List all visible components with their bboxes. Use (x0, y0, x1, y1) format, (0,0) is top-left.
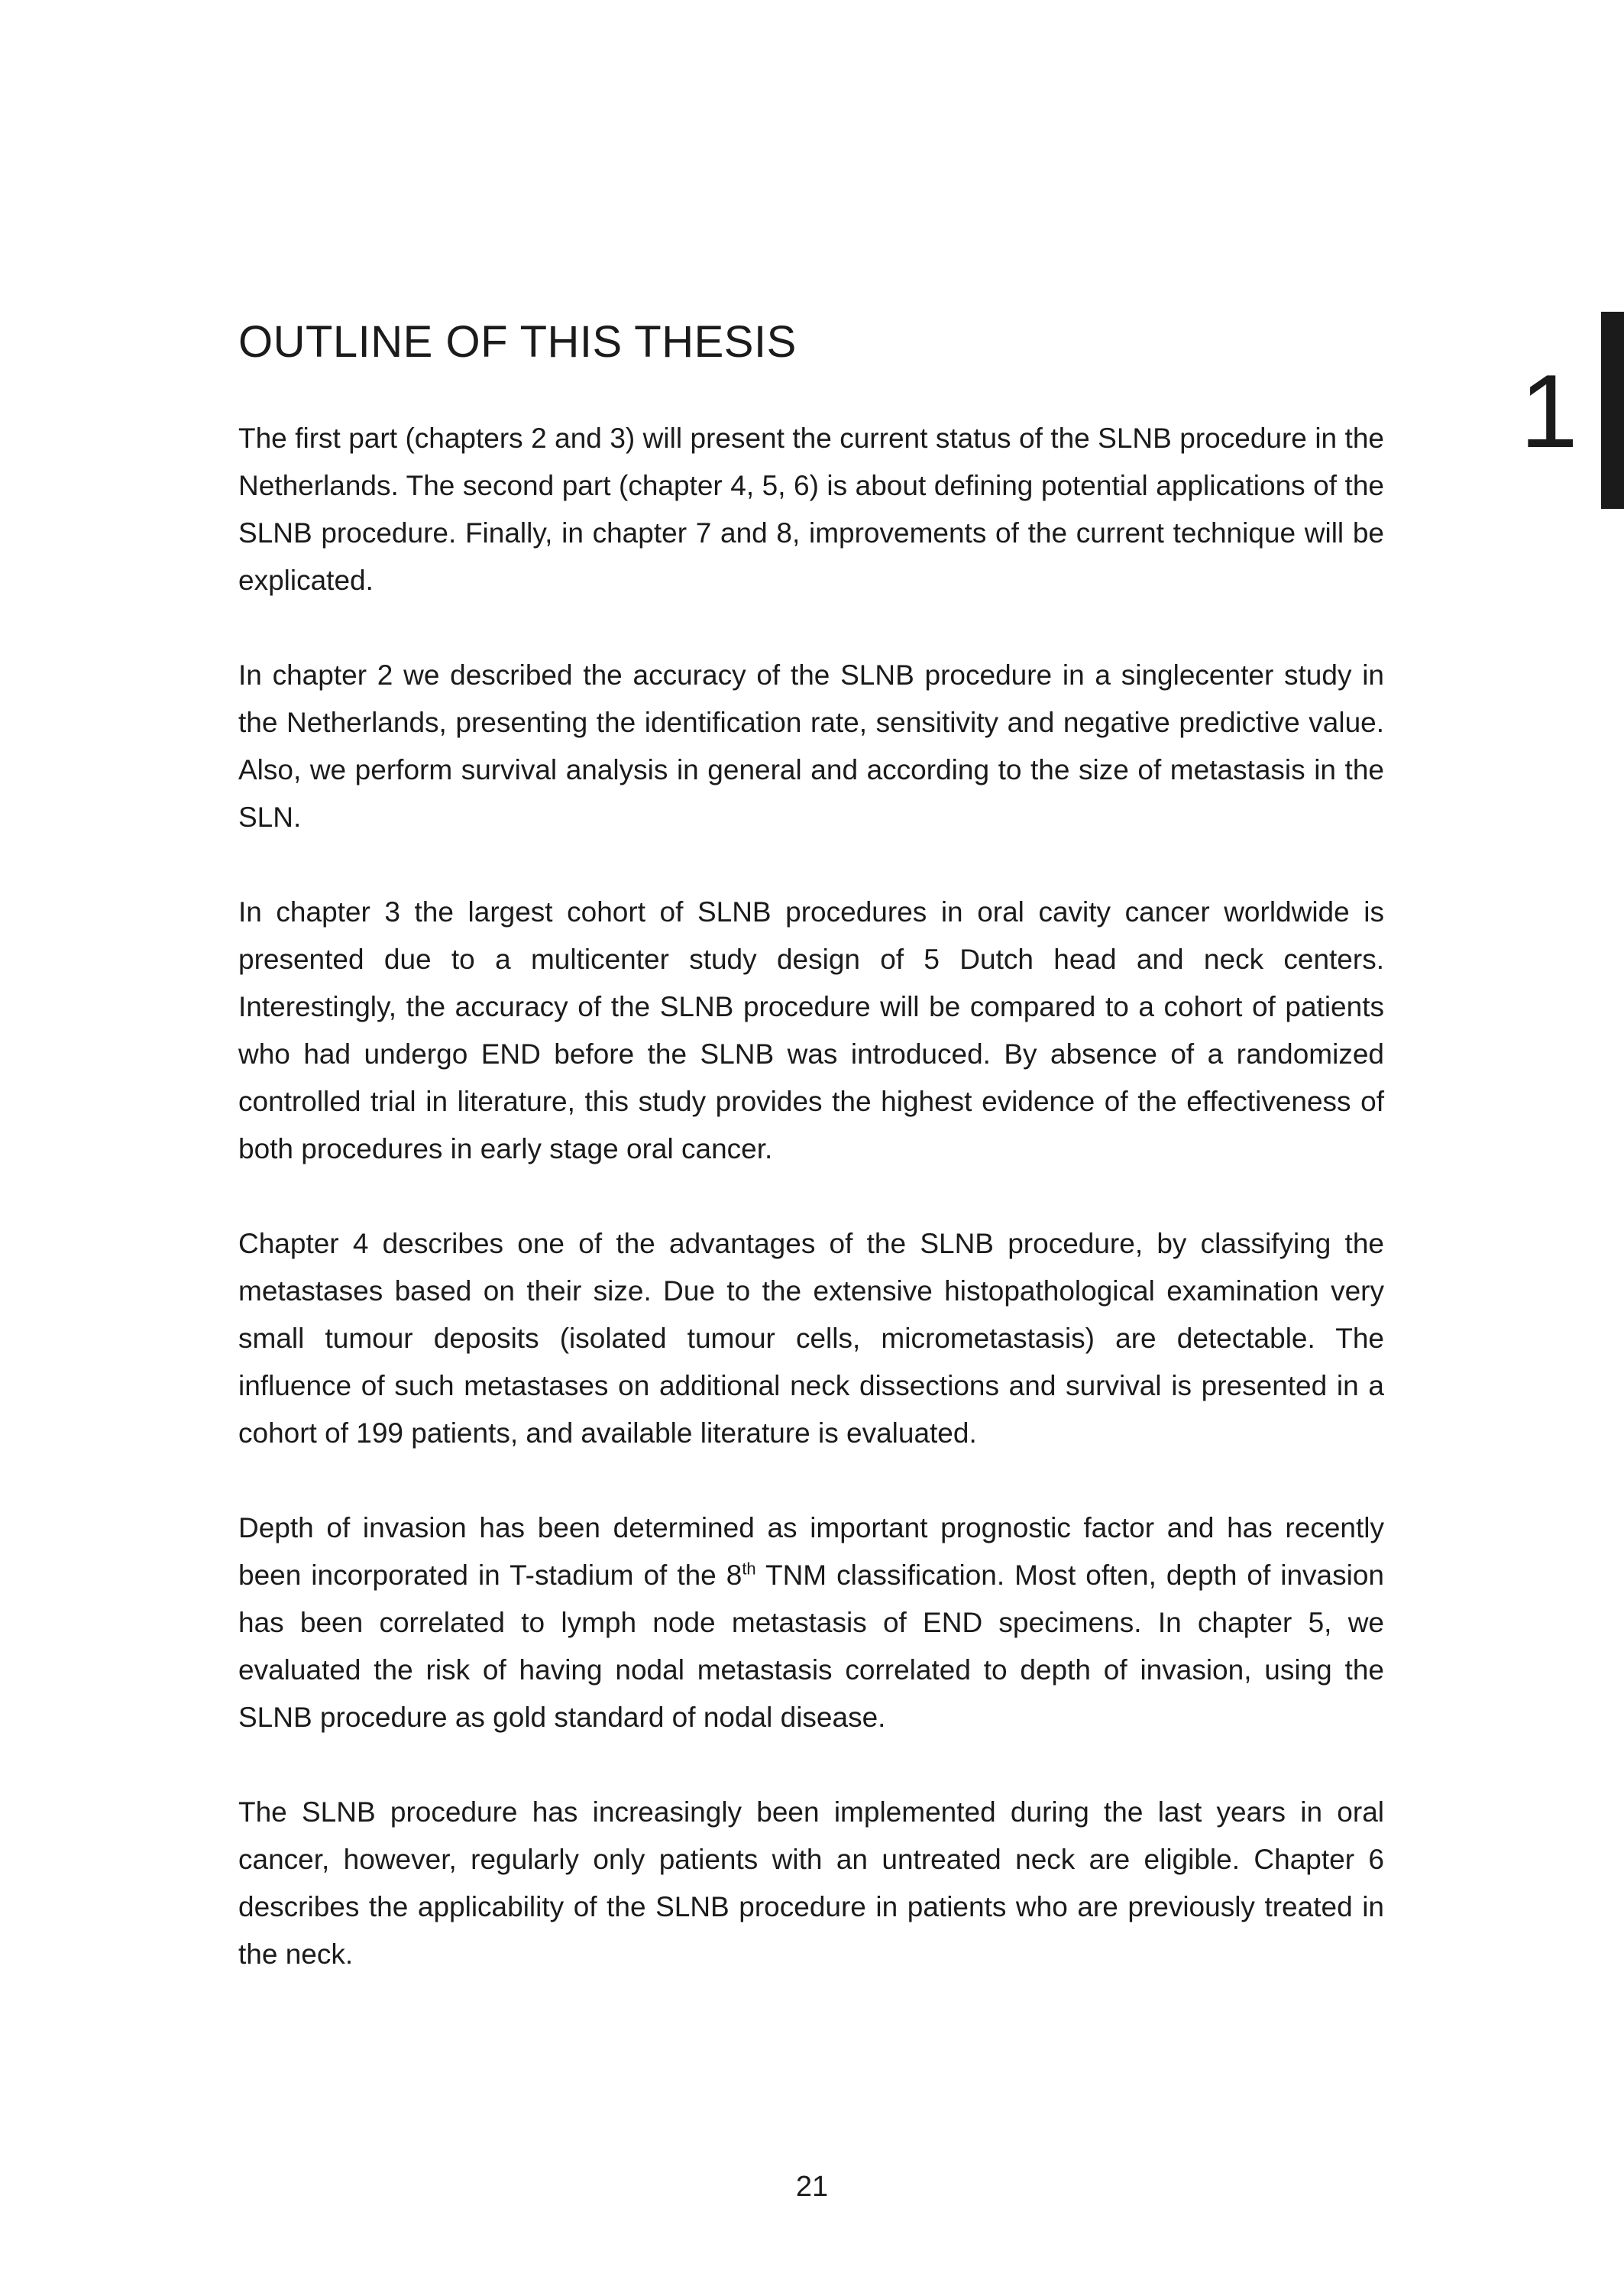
paragraph-chapter-5-text-end: TNM classification. Most often, depth of invasion has been correlated to lymph node metastasis of END specimens. In chapter 5, we evaluated the risk of having nodal metastasis correlated to depth of invasion, using the SLNB procedure as gold standard of nodal disease. (238, 1559, 1384, 1733)
page-number: 21 (795, 2171, 829, 2203)
ordinal-superscript: th (742, 1559, 756, 1579)
paragraph-chapter-4: Chapter 4 describes one of the advantages of the SLNB procedure, by classifying the metastases based on their size. Due to the extensive histopathological examination very small tumour deposits (isolated tumour cells, micrometastasis) are detectable. The influence of such metastases on additional neck dissections and survival is presented in a cohort of 199 patients, and available literature is evaluated. (238, 1228, 1384, 1449)
paragraph-chapter-2: In chapter 2 we described the accuracy of the SLNB procedure in a singlecenter study in the Netherlands, presenting the identification rate, sensitivity and negative predictive value. Also, we perform survival analysis in general and according to the size of metastasis in the SLN. (238, 659, 1384, 833)
body-text (238, 415, 1384, 2026)
paragraph-thesis-parts: The first part (chapters 2 and 3) will present the current status of the SLNB procedure in the Netherlands. The second part (chapter 4, 5, 6) is about defining potential applications of the SLNB procedure. Finally, in chapter 7 and 8, improvements of the current technique will be explicated. (238, 423, 1384, 596)
paragraph-chapter-5-text-start: Depth of invasion has been determined as important prognostic factor and has recently been incorporated in T-stadium of the 8 (238, 1512, 1384, 1591)
paragraph-chapter-5 (238, 1504, 1384, 1741)
page-title: OUTLINE OF THIS THESIS (238, 317, 797, 367)
chapter-number: 1 (1520, 353, 1578, 469)
paragraph-chapter-3: In chapter 3 the largest cohort of SLNB procedures in oral cavity cancer worldwide is presented due to a multicenter study design of 5 Dutch head and neck centers. Interestingly, the accuracy of the SLNB procedure will be compared to a cohort of patients who had undergo END before the SLNB was introduced. By absence of a randomized controlled trial in literature, this study provides the highest evidence of the effectiveness of both procedures in early stage oral cancer. (238, 896, 1384, 1164)
paragraph-chapter-6: The SLNB procedure has increasingly been implemented during the last years in oral cancer, however, regularly only patients with an untreated neck are eligible. Chapter 6 describes the applicability of the SLNB procedure in patients who are previously treated in the neck. (238, 1796, 1384, 1970)
chapter-tab-bar (1601, 312, 1624, 509)
